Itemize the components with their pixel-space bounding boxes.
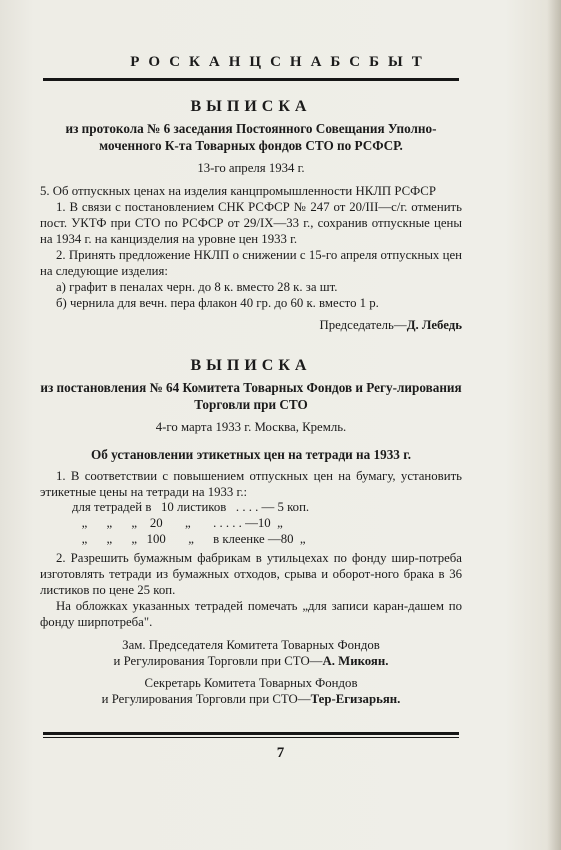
page-number: 7 [276, 745, 285, 761]
section2-para2: 2. Разрешить бумажным фабрикам в утильцехах по фонду шир-потреба изготовлять тетради из бумажных отходов, срыва и оборот-ного брака в 36 листиков по цене 25 коп. [40, 551, 462, 597]
secretary-role-line1: Секретарь Комитета Товарных Фондов [144, 676, 358, 690]
section1-subtitle: из протокола № 6 заседания Постоянного Совещания Уполно-моченного К-та Товарных фондов СТО по РСФСР. [65, 121, 437, 153]
signature-secretary [40, 675, 462, 707]
section1-item-a: а) графит в пеналах черн. до 8 к. вместо 28 к. за шт. [56, 280, 338, 294]
section2-para1: 1. В соответствии с повышением отпускных цен на бумагу, установить этикетные цены на тетради на 1933 г.: [40, 469, 462, 499]
footer-rule-thin [43, 737, 459, 738]
section1-para1: 1. В связи с постановлением СНК РСФСР № 247 от 20/III—с/г. отменить пост. УКТФ при СТО по РСФСР от 29/IX—33 г., сохранив отпускные цены на 1934 г. на канцизделия на уровне цен 1933 г. [40, 200, 462, 246]
section1-item-heading: 5. Об отпускных ценах на изделия канцпромышленности НКЛП РСФСР [40, 184, 436, 198]
section2-subtitle: из постановления № 64 Комитета Товарных Фондов и Регу-лирования Торговли при СТО [40, 380, 462, 412]
signature-deputy-chairman [40, 637, 462, 669]
price-row-2: „ „ „ 20 „ . . . . . —10 „ [72, 516, 283, 530]
deputy-name: А. Микоян. [322, 654, 389, 668]
deputy-role-line1: Зам. Председателя Комитета Товарных Фондов [122, 638, 380, 652]
page-shadow [547, 0, 561, 850]
section1-signature [40, 318, 462, 333]
section2-heading: Об установлении этикетных цен на тетради на 1933 г. [91, 447, 411, 462]
section1-title: ВЫПИСКА [190, 98, 312, 115]
section2-para3: На обложках указанных тетрадей помечать „для записи каран-дашем по фонду ширпотреба". [40, 599, 462, 629]
price-row-3: „ „ „ 100 „ в клеенке —80 „ [72, 532, 306, 546]
price-row-1: для тетрадей в 10 листиков . . . . — 5 коп. [72, 500, 310, 514]
section1-item-b: б) чернила для вечн. пера флакон 40 гр. до 60 к. вместо 1 р. [56, 296, 379, 310]
publisher-header: РОСКАНЦСНАБСБЫТ [130, 54, 431, 70]
section1-sig-name: Д. Лебедь [406, 318, 462, 332]
header-rule [43, 78, 459, 81]
footer-rule-thick [43, 732, 459, 735]
section2-title: ВЫПИСКА [190, 357, 312, 374]
section1-sig-role: Председатель— [319, 318, 407, 332]
section2-date: 4-го марта 1933 г. Москва, Кремль. [155, 420, 347, 434]
deputy-role-line2: и Регулирования Торговли при СТО— [113, 654, 323, 668]
section1-para2: 2. Принять предложение НКЛП о снижении с 15-го апреля отпускных цен на следующие изделия: [40, 248, 462, 278]
secretary-role-line2: и Регулирования Торговли при СТО— [101, 692, 311, 706]
secretary-name: Тер-Егизарьян. [310, 692, 401, 706]
section1-date: 13-го апреля 1934 г. [197, 161, 305, 175]
